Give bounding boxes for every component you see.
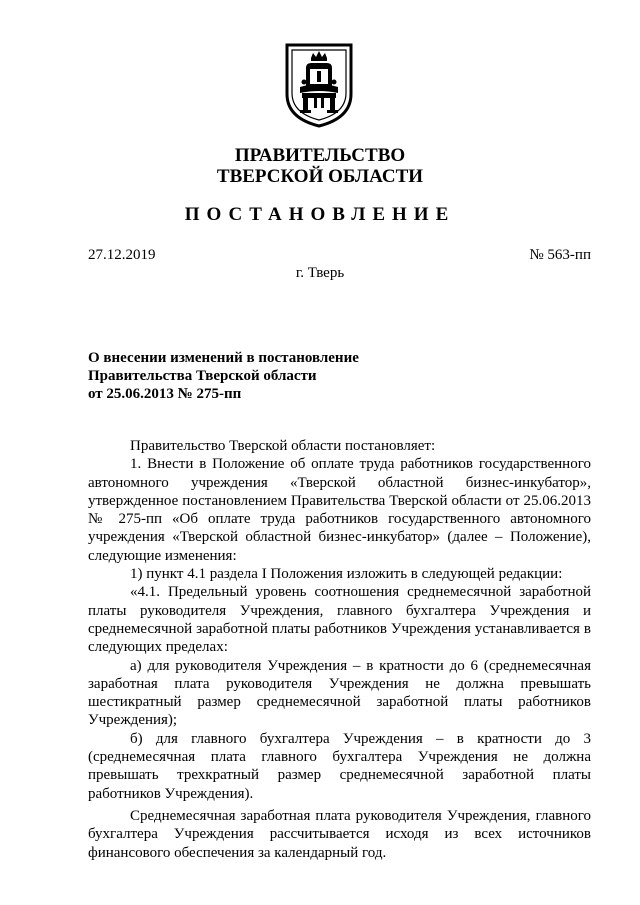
- paragraph-average-salary: Среднемесячная заработная плата руководителя Учреждения, главного бухгалтера Учреждения рассчитывается исходя из всех источников финансового обеспечения за календарный год.: [88, 807, 591, 861]
- subject-line3: от 25.06.2013 № 275-пп: [88, 386, 242, 402]
- document-number: № 563-пп: [529, 247, 591, 263]
- subject-line1: О внесении изменений в постановление: [88, 350, 359, 366]
- paragraph-clause-a: а) для руководителя Учреждения – в кратности до 6 (среднемесячная заработная плата руководителя Учреждения не должна превышать шестикратный размер среднемесячной заработной платы работников Учреждения);: [88, 657, 591, 729]
- document-body: [88, 437, 591, 862]
- paragraph-clause-b: б) для главного бухгалтера Учреждения – в кратности до 3 (среднемесячная плата главного бухгалтера Учреждения не должна превышать трехкратный размер среднемесячной заработной платы работников Учреждения).: [88, 730, 591, 802]
- paragraph-subitem-1: 1) пункт 4.1 раздела I Положения изложить в следующей редакции:: [130, 566, 563, 583]
- org-name-line2: ТВЕРСКОЙ ОБЛАСТИ: [216, 166, 424, 187]
- paragraph-preamble: Правительство Тверской области постановляет:: [130, 438, 436, 454]
- document-city: г. Тверь: [295, 265, 345, 281]
- document-type: ПОСТАНОВЛЕНИЕ: [184, 204, 456, 225]
- paragraph-item-1: 1. Внести в Положение об оплате труда работников государственного автономного учреждения «Тверской областной бизнес-инкубатор», утвержденное постановлением Правительства Тверской области от 25.06.2013 № 275-пп «Об оплате труда работников государственного автономного учреждения «Тверской областной бизнес-инкубатор» (далее – Положение), следующие изменения:: [88, 456, 591, 564]
- coat-of-arms-icon: [284, 42, 354, 128]
- org-name-line1: ПРАВИТЕЛЬСТВО: [234, 145, 406, 166]
- subject-line2: Правительства Тверской области: [88, 368, 317, 384]
- paragraph-clause-4-1: «4.1. Предельный уровень соотношения среднемесячной заработной платы руководителя Учреждения, главного бухгалтера Учреждения и среднемесячной заработной платы работников Учреждения устанавливается в следующих пределах:: [88, 584, 591, 656]
- document-subject: [88, 349, 359, 403]
- document-date: 27.12.2019: [88, 247, 156, 263]
